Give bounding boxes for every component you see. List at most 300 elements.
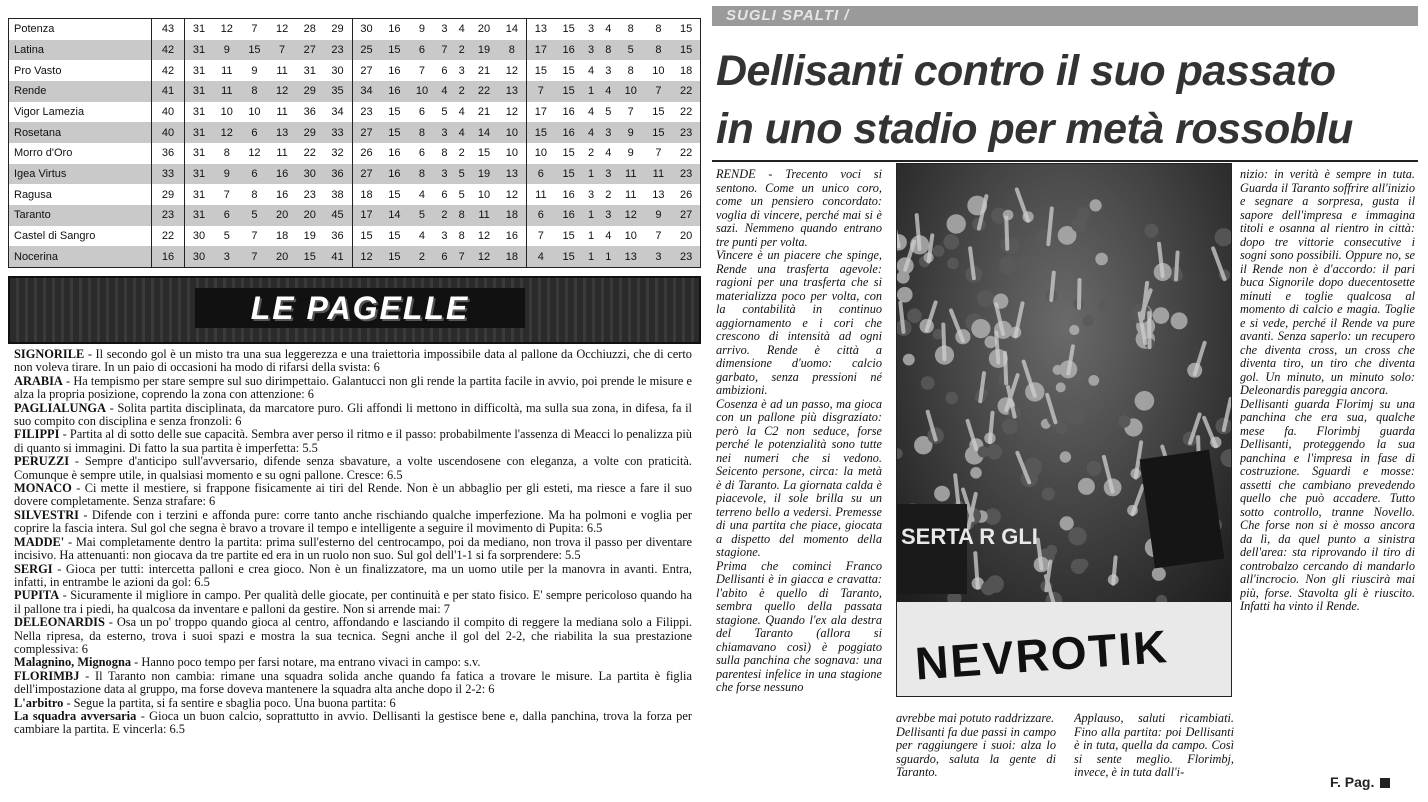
- team-name: Ragusa: [14, 188, 52, 201]
- standings-row: [9, 40, 700, 61]
- rating-entry: [14, 348, 692, 375]
- stat-cell: 13: [498, 164, 526, 185]
- stat-cell: 10: [624, 229, 637, 242]
- stat-cell: 32: [324, 143, 352, 164]
- player-name: L'arbitro: [14, 695, 64, 710]
- article-paragraph: nizio: in verità è sempre in tuta. Guarda il Taranto soffrire all'inizio e segnare a sorpresa, gusta il sapore dell'impresa e immagina titoli e osanna al rientro in città: dopo tre vittorie consecutive i sogni sono possibili. Oppure no, se il Rende non è d'accordo: il pari buca Signorile dopo duecentosette minuti e toglie qualcosa al momento di calcio e magia. Toglie e si vede, perché il Rende va pure avanti. Senza saperlo: un recupero che diventa cross, un cross che diventa tiro, un tiro che diventa gol. Un minuto, un minuto solo: Deleonardis pareggia ancora.: [1240, 168, 1415, 397]
- stat-cell: 15: [381, 246, 409, 267]
- stat-cell: 2: [458, 147, 465, 160]
- rating-text: - Gioca per tutti: intercetta palloni e crea gioco. Non è un finalizzatore, ma un uomo utile per la manovra in avanti. Entra, infatti, in entrambe le azioni da gol: 6.5: [14, 561, 692, 589]
- team-name: Castel di Sangro: [14, 229, 96, 242]
- stat-cell: 12: [498, 184, 526, 205]
- player-name: MADDE': [14, 534, 65, 549]
- stat-cell: 42: [152, 40, 185, 61]
- stat-cell: 31: [185, 122, 213, 143]
- stat-cell: 14: [381, 205, 409, 226]
- stat-cell: 2: [436, 205, 453, 226]
- stat-cell: 7: [436, 40, 453, 61]
- stat-cell: 31: [185, 81, 213, 102]
- rating-text: - Gioca un buon calcio, soprattutto in avvio. Dellisanti la gestisce bene e, dalla panchina, trova la forza per cambiare la partita. E vincerla: 6.5: [14, 708, 692, 737]
- rating-entry: [14, 710, 692, 737]
- stat-cell: 4: [526, 246, 554, 267]
- standings-row: [9, 122, 700, 143]
- stat-cell: 8: [627, 23, 634, 36]
- standings-row: [9, 60, 700, 81]
- stat-cell: 23: [360, 105, 373, 118]
- rating-text: - Partita al di sotto delle sue capacità. Sembra aver perso il ritmo e il passo: probabilmente l'assenza di Meacci lo penalizza più di quanto si immagini. Di fatto la sua partita è imperfetta: 5.5: [14, 427, 692, 455]
- stat-cell: 18: [498, 246, 526, 267]
- stat-cell: 26: [360, 147, 373, 160]
- stat-cell: 8: [441, 147, 448, 160]
- stat-cell: 3: [458, 64, 465, 77]
- stat-cell: 10: [408, 81, 436, 102]
- stat-cell: 10: [617, 81, 645, 102]
- team-name: Morro d'Oro: [14, 147, 73, 160]
- stat-cell: 8: [498, 40, 526, 61]
- stat-cell: 15: [388, 229, 401, 242]
- banner-text: NEVROTIK: [913, 619, 1171, 690]
- stat-cell: 31: [185, 164, 213, 185]
- stat-cell: 16: [388, 147, 401, 160]
- stat-cell: 4: [418, 229, 426, 242]
- crowd-photo: [896, 163, 1232, 697]
- stat-cell: 3: [436, 164, 453, 185]
- stat-cell: 16: [388, 23, 401, 36]
- stat-cell: 30: [296, 164, 324, 185]
- stat-cell: 8: [251, 188, 258, 201]
- stat-cell: 16: [152, 246, 185, 267]
- stat-cell: 4: [600, 81, 617, 102]
- stat-cell: 12: [498, 60, 526, 81]
- stat-cell: 27: [296, 40, 324, 61]
- stat-cell: 30: [185, 246, 213, 267]
- stat-cell: 22: [303, 147, 316, 160]
- stat-cell: 11: [535, 188, 547, 201]
- standings-row: [9, 164, 700, 185]
- stat-cell: 7: [526, 81, 554, 102]
- stat-cell: 15: [562, 23, 575, 36]
- section-label: SUGLI SPALTI /: [726, 7, 850, 24]
- stat-cell: 15: [645, 122, 673, 143]
- stat-cell: 17: [352, 205, 380, 226]
- stat-cell: 22: [152, 226, 185, 247]
- rating-text: - Hanno poco tempo per farsi notare, ma entrano vivaci in campo: s.v.: [131, 655, 481, 670]
- stat-cell: 12: [352, 246, 380, 267]
- stat-cell: 5: [408, 205, 436, 226]
- stat-cell: 31: [192, 64, 206, 77]
- stat-cell: 16: [381, 164, 409, 185]
- stat-cell: 15: [562, 64, 575, 77]
- stat-cell: 3: [213, 246, 241, 267]
- stat-cell: 11: [213, 81, 241, 102]
- standings-row: [9, 81, 700, 102]
- rating-text: - Segue la partita, si fa sentire e sbaglia poco. Una buona partita: 6: [63, 695, 396, 710]
- stat-cell: 6: [441, 188, 448, 201]
- stat-cell: 15: [672, 40, 700, 61]
- stat-cell: 16: [562, 105, 575, 118]
- stat-cell: 11: [221, 64, 233, 77]
- stat-cell: 6: [526, 205, 554, 226]
- stat-cell: 29: [296, 122, 324, 143]
- stat-cell: 5: [223, 229, 230, 242]
- stat-cell: 15: [381, 122, 409, 143]
- stat-cell: 15: [555, 246, 583, 267]
- divider: [712, 160, 1418, 162]
- stat-cell: 15: [679, 23, 693, 36]
- stat-cell: 7: [453, 246, 470, 267]
- article-column-1: [716, 168, 882, 796]
- stat-cell: 31: [303, 64, 316, 77]
- stat-cell: 2: [453, 81, 470, 102]
- stat-cell: 17: [526, 40, 554, 61]
- stat-cell: 10: [220, 105, 233, 118]
- stat-cell: 15: [477, 147, 491, 160]
- player-name: PAGLIALUNGA: [14, 400, 107, 415]
- stat-cell: 2: [605, 188, 612, 201]
- stat-cell: 7: [223, 188, 230, 201]
- stat-cell: 1: [600, 246, 617, 267]
- stat-cell: 23: [152, 205, 185, 226]
- stat-cell: 6: [418, 147, 426, 160]
- stat-cell: 23: [672, 122, 700, 143]
- stat-cell: 15: [296, 246, 324, 267]
- stat-cell: 16: [268, 164, 296, 185]
- headline-line-2: in uno stadio per metà rossoblu: [716, 105, 1353, 153]
- stat-cell: 34: [352, 81, 380, 102]
- pagelle-title: LE PAGELLE: [195, 288, 525, 328]
- stat-cell: 10: [248, 105, 261, 118]
- standings-row: [9, 19, 700, 40]
- rating-text: - Ci mette il mestiere, si frappone fisicamente ai tiri del Rende. Non è un abbaglio per gli esteti, ma riesce a fare il suo dovere completamente. Senza strafare: 6: [14, 481, 692, 509]
- pagelle-ratings: [14, 348, 692, 788]
- stat-cell: 18: [275, 229, 289, 242]
- stat-cell: 15: [360, 229, 373, 242]
- stat-cell: 22: [679, 105, 693, 118]
- stat-cell: 3: [441, 229, 448, 242]
- stat-cell: 20: [268, 246, 296, 267]
- standings-row: [9, 184, 700, 205]
- stat-cell: 33: [152, 164, 185, 185]
- stat-cell: 23: [672, 246, 700, 267]
- stat-cell: 20: [268, 205, 296, 226]
- stat-cell: 8: [408, 164, 436, 185]
- standings-row: [9, 226, 700, 247]
- stat-cell: 36: [152, 143, 185, 164]
- standings-row: [9, 246, 700, 267]
- stat-cell: 15: [534, 64, 547, 77]
- stat-cell: 26: [679, 188, 693, 201]
- stat-cell: 14: [470, 122, 498, 143]
- stat-cell: 7: [418, 64, 426, 77]
- stat-cell: 16: [555, 40, 583, 61]
- stat-cell: 4: [605, 229, 612, 242]
- rating-entry: [14, 536, 692, 563]
- stat-cell: 30: [192, 229, 206, 242]
- article-paragraph: avrebbe mai potuto raddrizzare.: [896, 712, 1055, 725]
- stat-cell: 9: [251, 64, 258, 77]
- stat-cell: 4: [605, 147, 612, 160]
- rating-entry: [14, 670, 692, 697]
- stat-cell: 42: [152, 60, 185, 81]
- stat-cell: 3: [605, 64, 612, 77]
- stat-cell: 16: [381, 81, 409, 102]
- stat-cell: 6: [213, 205, 241, 226]
- stat-cell: 4: [436, 81, 453, 102]
- stat-cell: 41: [324, 246, 352, 267]
- stat-cell: 7: [655, 229, 662, 242]
- stat-cell: 30: [360, 23, 373, 36]
- stat-cell: 11: [276, 105, 288, 118]
- stat-cell: 12: [213, 122, 241, 143]
- stat-cell: 4: [588, 105, 595, 118]
- stat-cell: 6: [526, 164, 554, 185]
- stat-cell: 11: [276, 147, 288, 160]
- rating-entry: [14, 455, 692, 482]
- stat-cell: 5: [441, 105, 448, 118]
- stat-cell: 15: [388, 105, 401, 118]
- rating-text: - Il Taranto non cambia: rimane una squadra solida anche quando fa fatica a trovare le misure. La partita è figlia dell'impostazione data al gruppo, ma forse doveva mantenere la squadra alta anche dopo il 2-2: 6: [14, 668, 692, 697]
- crowd-photo-image: [897, 164, 1232, 697]
- rating-entry: [14, 697, 692, 710]
- team-name: Pro Vasto: [14, 64, 62, 77]
- stat-cell: 9: [213, 164, 241, 185]
- stat-cell: 15: [555, 164, 583, 185]
- stat-cell: 16: [555, 122, 583, 143]
- stat-cell: 4: [453, 122, 470, 143]
- stat-cell: 12: [248, 147, 261, 160]
- stat-cell: 35: [324, 81, 352, 102]
- player-name: DELEONARDIS: [14, 615, 105, 630]
- stat-cell: 4: [588, 64, 595, 77]
- article-paragraph: Cosenza è ad un passo, ma gioca con un pallone più disgraziato: però la C2 non seduce, forse perché le potenzialità sono tutte nei numeri che si vedono. Seicento persone, circa: la metà è di Taranto. La giornata calda è piacevole, il sole brilla su un terreno bello a vedersi. Premesse di una partita che piace, giocata a dispetto del momento della stagione.: [716, 396, 882, 559]
- team-name: Vigor Lamezia: [14, 105, 85, 118]
- stat-cell: 8: [655, 23, 662, 36]
- team-name: Potenza: [14, 23, 55, 36]
- stat-cell: 38: [324, 184, 352, 205]
- stat-cell: 45: [324, 205, 352, 226]
- standings-grid: [9, 19, 700, 267]
- standings-row: [9, 102, 700, 123]
- stat-cell: 4: [605, 23, 612, 36]
- stat-cell: 20: [296, 205, 324, 226]
- stat-cell: 3: [600, 164, 617, 185]
- stat-cell: 13: [652, 188, 665, 201]
- stat-cell: 30: [324, 60, 352, 81]
- stat-cell: 12: [470, 246, 498, 267]
- stat-cell: 10: [652, 64, 665, 77]
- rating-text: - Difende con i terzini e affonda pure: corre tanto anche rischiando qualche imperfezione. Ma ha polmoni e voglia per coprire la fascia intera. Sul gol che segna è bravo a trovare il tempo e intelligente a seguire il movimento di Pupita: 6.5: [14, 507, 692, 536]
- stat-cell: 10: [498, 122, 526, 143]
- stat-cell: 8: [408, 122, 436, 143]
- stat-cell: 7: [268, 40, 296, 61]
- stat-cell: 25: [352, 40, 380, 61]
- standings-row: [9, 205, 700, 226]
- stat-cell: 7: [537, 229, 544, 242]
- article-column-4: [1240, 168, 1415, 796]
- stat-cell: 8: [223, 147, 230, 160]
- stat-cell: 8: [458, 229, 465, 242]
- stat-cell: 11: [470, 205, 498, 226]
- stat-cell: 3: [600, 122, 617, 143]
- stat-cell: 5: [453, 164, 470, 185]
- stat-cell: 9: [617, 122, 645, 143]
- standings-table: [8, 18, 701, 268]
- stat-cell: 12: [268, 81, 296, 102]
- team-name: Latina: [9, 40, 152, 61]
- stat-cell: 16: [562, 188, 575, 201]
- stat-cell: 7: [627, 105, 634, 118]
- stat-cell: 1: [582, 164, 599, 185]
- stat-cell: 3: [441, 23, 448, 36]
- stat-cell: 15: [241, 40, 269, 61]
- stat-cell: 10: [477, 188, 491, 201]
- stat-cell: 36: [303, 105, 316, 118]
- stat-cell: 21: [477, 64, 491, 77]
- stat-cell: 20: [477, 23, 491, 36]
- stat-cell: 12: [275, 23, 289, 36]
- stat-cell: 6: [408, 40, 436, 61]
- stat-cell: 16: [498, 226, 526, 247]
- stat-cell: 31: [192, 23, 206, 36]
- article-paragraph: RENDE - Trecento voci si sentono. Come un unico coro, come un pensiero concordato: voglia di vincere, perché mai si è sazi. Nemmeno quando entrano tre punti per volta.: [716, 168, 882, 249]
- stat-cell: 4: [582, 122, 599, 143]
- stat-cell: 3: [588, 23, 595, 36]
- rating-text: - Sicuramente il migliore in campo. Per qualità delle giocate, per continuità e per stato fisico. E' sempre pericoloso quando ha il pallone tra i piedi, ha qualcosa da inventare e palloni da gestire. Non si arrende mai: 7: [14, 588, 692, 616]
- headline-line-1: Dellisanti contro il suo passato: [716, 47, 1336, 95]
- stat-cell: 8: [453, 205, 470, 226]
- rating-entry: [14, 428, 692, 455]
- stat-cell: 18: [679, 64, 693, 77]
- stat-cell: 19: [470, 40, 498, 61]
- stat-cell: 3: [588, 188, 595, 201]
- stat-cell: 11: [625, 188, 637, 201]
- stat-cell: 7: [251, 23, 258, 36]
- stat-cell: 7: [645, 81, 673, 102]
- rating-entry: [14, 482, 692, 509]
- stat-cell: 23: [672, 164, 700, 185]
- stat-cell: 3: [600, 205, 617, 226]
- stat-cell: 27: [360, 64, 373, 77]
- stat-cell: 7: [655, 147, 662, 160]
- stat-cell: 16: [388, 64, 401, 77]
- article-paragraph: Dellisanti fa due passi in campo per raggiungere i suoi: alza lo sguardo, saluta la gente di Taranto.: [896, 724, 1056, 779]
- stat-cell: 12: [498, 102, 526, 123]
- article-paragraph: Dellisanti guarda Florimj su una panchina che era sua, qualche mese fa. Florimbj guarda Dellisanti, proteggendo la sua panchina e l'impresa in fase di costruzione. Sguardi e mosse: assetti che cambiano prevedendo quello che può accadere. Tutto sotto controllo, tranne Novello. Che forse non si è mosso ancora da lì, da quel punto a sinistra dell'area: sta riprovando il tiro di controbalzo cercando di mandarlo all'incrocio. Non gli riuscirà mai più, forse. Stavolta gli è riuscito. Infatti ha vinto il Rende.: [1240, 396, 1415, 613]
- stat-cell: 23: [324, 40, 352, 61]
- stat-cell: 31: [185, 40, 213, 61]
- stat-cell: 13: [498, 81, 526, 102]
- article-paragraph: Prima che cominci Franco Dellisanti è in giacca e cravatta: l'abito è quello di Taranto, sembra quello della passata stagione. Quando l'ex ala destra del Taranto (allora si chiamavano così) è poggiato sulla panchina che sognava: una parentesi infelice in una stagione che forse nessuno: [716, 558, 882, 694]
- stat-cell: 12: [220, 23, 233, 36]
- stat-cell: 18: [498, 205, 526, 226]
- stat-cell: 31: [192, 147, 206, 160]
- player-name: SILVESTRI: [14, 507, 79, 522]
- stat-cell: 9: [627, 147, 634, 160]
- stat-cell: 6: [241, 122, 269, 143]
- stat-cell: 15: [555, 81, 583, 102]
- rating-entry: [14, 589, 692, 616]
- stat-cell: 6: [241, 164, 269, 185]
- stat-cell: 18: [360, 188, 373, 201]
- stat-cell: 5: [617, 40, 645, 61]
- player-name: PUPITA: [14, 588, 60, 603]
- stat-cell: 31: [192, 188, 206, 201]
- stat-cell: 16: [555, 205, 583, 226]
- player-name: FILIPPI: [14, 427, 60, 442]
- stat-cell: 27: [352, 122, 380, 143]
- end-mark-icon: [1380, 778, 1390, 788]
- section-tag: [712, 6, 1418, 26]
- stat-cell: 1: [582, 81, 599, 102]
- stat-cell: 11: [276, 64, 288, 77]
- stat-cell: 29: [296, 81, 324, 102]
- team-name: Rosetana: [9, 122, 152, 143]
- stat-cell: 4: [458, 23, 465, 36]
- stat-cell: 19: [303, 229, 316, 242]
- stat-cell: 3: [436, 122, 453, 143]
- stat-cell: 20: [679, 229, 693, 242]
- standings-row: [9, 143, 700, 164]
- rating-entry: [14, 509, 692, 536]
- stat-cell: 10: [498, 143, 526, 164]
- player-name: La squadra avversaria: [14, 708, 137, 723]
- stat-cell: 23: [303, 188, 316, 201]
- stat-cell: 27: [672, 205, 700, 226]
- rating-entry: [14, 563, 692, 590]
- stat-cell: 15: [562, 229, 575, 242]
- stat-cell: 9: [645, 205, 673, 226]
- stat-cell: 14: [498, 19, 526, 40]
- stat-cell: 5: [241, 205, 269, 226]
- stat-cell: 13: [268, 122, 296, 143]
- rating-text: - Ha tempismo per stare sempre sul suo dirimpettaio. Galantucci non gli rende la partita facile in avvio, poi prende le misure e alza la propria posizione, coprendo la zona con attenzione: 6: [14, 373, 692, 402]
- article-column-3: [1074, 712, 1234, 796]
- stat-cell: 5: [605, 105, 612, 118]
- rating-text: - Osa un po' troppo quando gioca al centro, affondando e lasciando il compito di reggere la mediana solo a Filippi. Nella ripresa, da esterno, trova i suoi spazi e mostra la sua tecnica. Segni anche il gol del 2-2, che riabilita la sua prestazione complessiva: 6: [14, 615, 692, 656]
- stat-cell: 16: [275, 188, 289, 201]
- stat-cell: 8: [600, 40, 617, 61]
- team-name: Nocerina: [9, 246, 152, 267]
- stat-cell: 13: [617, 246, 645, 267]
- stat-cell: 8: [241, 81, 269, 102]
- stat-cell: 1: [582, 205, 599, 226]
- stat-cell: 33: [324, 122, 352, 143]
- team-name: Taranto: [9, 205, 152, 226]
- stat-cell: 12: [477, 229, 491, 242]
- stat-cell: 19: [470, 164, 498, 185]
- rating-text: - Il secondo gol è un misto tra una sua leggerezza e una traiettoria impossibile data al pallone da Occhiuzzi, che di certo non voleva tirare. In un paio di occasioni ha modo di rifarsi della svista: 6: [14, 348, 692, 375]
- stat-cell: 7: [251, 229, 258, 242]
- stat-cell: 6: [418, 105, 426, 118]
- stat-cell: 22: [679, 147, 693, 160]
- team-name: Igea Virtus: [9, 164, 152, 185]
- team-name: Rende: [9, 81, 152, 102]
- stat-cell: 6: [436, 246, 453, 267]
- article-column-2: [896, 712, 1056, 796]
- stat-cell: 10: [534, 147, 547, 160]
- stat-cell: 15: [652, 105, 665, 118]
- player-name: FLORIMBJ: [14, 668, 80, 683]
- stat-cell: 15: [526, 122, 554, 143]
- stat-cell: 6: [441, 64, 448, 77]
- stat-cell: 3: [582, 40, 599, 61]
- stat-cell: 5: [458, 188, 465, 201]
- rating-text: - Mai completamente dentro la partita: prima sull'esterno del centrocampo, poi da mediano, non trova il passo per diventare incisivo. Ha attenuanti: non giocava da tre partite ed era in un ruolo non suo. Sul gol dell'1-1 si fa sorprendere: 5.5: [14, 534, 692, 563]
- stat-cell: 31: [192, 105, 206, 118]
- rating-entry: [14, 402, 692, 429]
- rating-entry: [14, 616, 692, 656]
- stat-cell: 15: [381, 40, 409, 61]
